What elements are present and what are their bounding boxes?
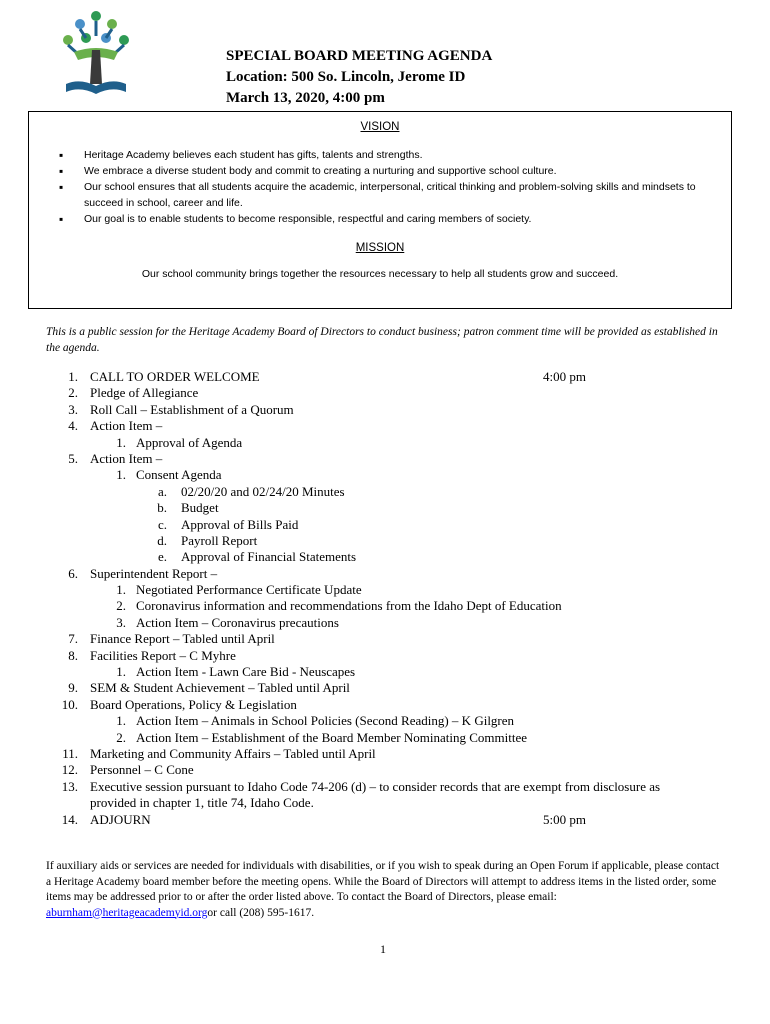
- meeting-location: Location: 500 So. Lincoln, Jerome ID: [226, 69, 466, 85]
- agenda-item-text: Negotiated Performance Certificate Update: [136, 582, 362, 598]
- agenda-item-number: 14.: [61, 811, 78, 827]
- agenda-item-number: 8.: [68, 647, 78, 663]
- agenda-item: [0, 762, 770, 778]
- agenda-item-text: Roll Call – Establishment of a Quorum: [90, 401, 294, 417]
- agenda-item-number: 6.: [68, 565, 78, 581]
- agenda-item: [0, 680, 770, 696]
- agenda-item-text: Approval of Bills Paid: [181, 516, 299, 532]
- agenda-item-number: c.: [157, 516, 167, 532]
- agenda-item: [0, 795, 770, 811]
- agenda-item-text: 02/20/20 and 02/24/20 Minutes: [181, 483, 345, 499]
- agenda-item-text: Approval of Financial Statements: [181, 549, 357, 565]
- agenda-item: [0, 812, 770, 828]
- agenda-item-number: 12.: [61, 762, 78, 778]
- agenda-item-number: 1.: [116, 664, 126, 680]
- agenda-item-text: Budget: [181, 500, 219, 516]
- agenda-item: [0, 566, 770, 582]
- agenda-item-text: Personnel – C Cone: [90, 762, 194, 778]
- agenda-item: [0, 385, 770, 401]
- vision-bullet: ▪ We embrace a diverse student body and commit to creating a nurturing and supportive school culture.: [29, 163, 731, 179]
- agenda-item: [0, 435, 770, 451]
- agenda-item-number: 1.: [116, 467, 126, 483]
- agenda-item-number: 13.: [61, 778, 78, 794]
- agenda-item: [0, 664, 770, 680]
- agenda-item-number: 1.: [116, 582, 126, 598]
- agenda-item-text: Action Item – Animals in School Policies (Second Reading) – K Gilgren: [136, 713, 515, 729]
- agenda-item-number: 5.: [68, 450, 78, 466]
- agenda-item-time: 5:00 pm: [543, 811, 586, 827]
- vision-bullet: ▪ Our goal is to enable students to become responsible, respectful and caring members of society.: [29, 211, 731, 227]
- agenda-item-text: Payroll Report: [181, 532, 258, 548]
- vision-bullet: ▪ Heritage Academy believes each student has gifts, talents and strengths.: [29, 147, 731, 163]
- agenda-item-number: 3.: [116, 614, 126, 630]
- agenda-item: [0, 533, 770, 549]
- agenda-item-number: 10.: [61, 696, 78, 712]
- notice-text: If auxiliary aids or services are needed for individuals with disabilities, or if you wish to speak during an Open Forum if applicable, please contact a Heritage Academy board member before the meeting opens. While the Board of Directors will attempt to address items in the listed order, some items may be addressed prior to or after the order listed above. To contact the Board of Directors, please email:: [46, 860, 720, 903]
- agenda-item: [0, 713, 770, 729]
- agenda-item: [0, 631, 770, 647]
- accessibility-notice: [46, 859, 726, 921]
- agenda-item-text: Pledge of Allegiance: [90, 385, 199, 401]
- mission-heading: MISSION: [355, 242, 405, 254]
- agenda-list: [0, 369, 770, 828]
- agenda-item-number: 2.: [116, 729, 126, 745]
- vision-bullet: ▪ Our school ensures that all students acquire the academic, interpersonal, critical thinking and problem-solving skills and mindsets to succeed in school, career and life.: [29, 179, 731, 211]
- page-number: 1: [380, 942, 386, 956]
- agenda-item-number: 1.: [116, 434, 126, 450]
- agenda-item: [0, 517, 770, 533]
- agenda-item: [0, 697, 770, 713]
- agenda-item: [0, 549, 770, 565]
- agenda-item-number: 4.: [68, 418, 78, 434]
- agenda-title: SPECIAL BOARD MEETING AGENDA: [226, 48, 493, 64]
- agenda-item: [0, 730, 770, 746]
- agenda-item: [0, 615, 770, 631]
- agenda-item: [0, 500, 770, 516]
- agenda-item-text: Consent Agenda: [136, 467, 222, 483]
- agenda-item-number: 9.: [68, 680, 78, 696]
- school-logo-icon: [56, 6, 136, 98]
- agenda-item-number: 7.: [68, 631, 78, 647]
- session-intro: This is a public session for the Heritage Academy Board of Directors to conduct business; patron comment time will be provided as established in the agenda.: [46, 326, 718, 354]
- agenda-item-text: Action Item –: [90, 418, 163, 434]
- mission-text: Our school community brings together the resources necessary to help all students grow and succeed.: [141, 268, 619, 280]
- agenda-item-time: 4:00 pm: [543, 369, 586, 384]
- agenda-item: [0, 648, 770, 664]
- notice-phone: or call (208) 595-1617.: [207, 906, 315, 919]
- agenda-item-number: 2.: [116, 598, 126, 614]
- agenda-item-number: 1.: [68, 369, 78, 384]
- agenda-item-text: Approval of Agenda: [136, 434, 243, 450]
- agenda-item: [0, 418, 770, 434]
- agenda-item-text: Superintendent Report –: [90, 565, 218, 581]
- agenda-item-number: d.: [157, 532, 167, 548]
- agenda-item-number: 2.: [68, 385, 78, 401]
- agenda-item-text: Executive session pursuant to Idaho Code 74-206 (d) – to consider records that are exempt from disclosure as: [90, 778, 661, 794]
- agenda-item-text: provided in chapter 1, title 74, Idaho Code.: [90, 795, 314, 811]
- agenda-item-number: a.: [157, 483, 167, 499]
- agenda-item-text: Finance Report – Tabled until April: [90, 631, 275, 647]
- agenda-item-number: b.: [157, 500, 167, 516]
- vision-heading: VISION: [360, 121, 400, 133]
- agenda-item: [0, 467, 770, 483]
- agenda-item: [0, 582, 770, 598]
- agenda-item-text: Marketing and Community Affairs – Tabled until April: [90, 745, 376, 761]
- agenda-item-text: Action Item – Establishment of the Board Member Nominating Committee: [136, 729, 528, 745]
- agenda-item-number: 3.: [68, 401, 78, 417]
- agenda-item-text: ADJOURN: [90, 811, 151, 827]
- agenda-item-text: SEM & Student Achievement – Tabled until April: [90, 680, 350, 696]
- agenda-item-number: 1.: [116, 713, 126, 729]
- agenda-item: [0, 369, 770, 385]
- agenda-item-text: Board Operations, Policy & Legislation: [90, 696, 297, 712]
- vision-list: [29, 147, 731, 227]
- agenda-item: [0, 484, 770, 500]
- agenda-item-number: 11.: [62, 745, 78, 761]
- agenda-item: [0, 746, 770, 762]
- agenda-item-text: Action Item - Lawn Care Bid - Neuscapes: [136, 664, 356, 680]
- agenda-item: [0, 779, 770, 795]
- agenda-item-text: Action Item –: [90, 450, 163, 466]
- meeting-header: [226, 46, 492, 109]
- agenda-item-number: e.: [157, 549, 167, 565]
- vision-mission-box: [28, 111, 732, 309]
- agenda-item-text: Facilities Report – C Myhre: [90, 647, 236, 663]
- agenda-item-text: Coronavirus information and recommendations from the Idaho Dept of Education: [136, 598, 562, 614]
- agenda-item: [0, 598, 770, 614]
- agenda-item-text: Action Item – Coronavirus precautions: [136, 614, 339, 630]
- agenda-item: [0, 402, 770, 418]
- contact-email-link[interactable]: aburnham@heritageacademyid.org: [46, 906, 208, 919]
- meeting-date: March 13, 2020, 4:00 pm: [226, 90, 385, 106]
- agenda-item: [0, 451, 770, 467]
- agenda-item-text: CALL TO ORDER WELCOME: [90, 369, 260, 384]
